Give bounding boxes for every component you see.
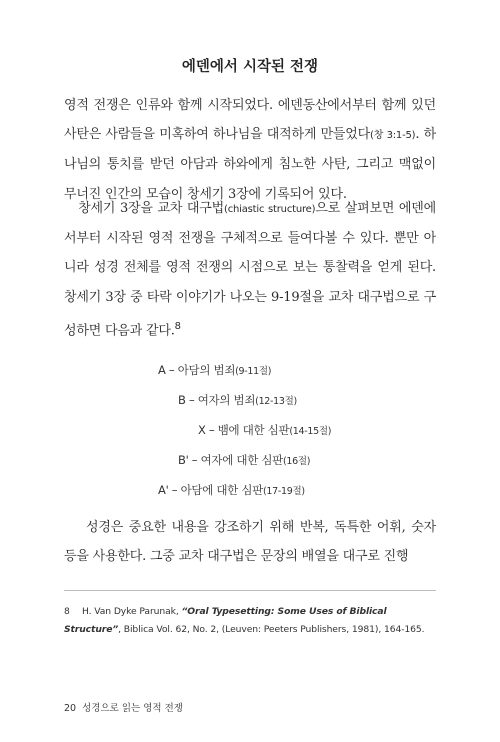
- footnote-number: 8: [64, 606, 70, 617]
- running-book-title: 성경으로 읽는 영적 전쟁: [82, 703, 183, 714]
- footnote-marker: 8: [174, 320, 181, 332]
- section-heading: 에덴에서 시작된 전쟁: [181, 59, 319, 75]
- paragraph-2-text-cont: 으로 살펴보면 에덴에서부터 시작된 영적 전쟁을 구체적으로 들여다볼 수 있다. 뿐만 아니라 성경 전체를 영적 전쟁의 시점으로 보는 통찰력을 얻게 된다. 창세기 3장 중 타락 이야기가 나오는 9-19절을 교차 대구법으로 구성하면 다음과 같다.: [64, 201, 436, 339]
- body-paragraph-2: [64, 194, 436, 345]
- footnote: [64, 603, 436, 639]
- footnote-divider: [64, 590, 436, 591]
- footnote-publication: , Biblica Vol. 62, No. 2, (Leuven: Peeters Publishers, 1981), 164-165.: [118, 624, 425, 635]
- chiasm-line-b: [178, 392, 297, 408]
- english-term: (chiastic structure): [224, 204, 316, 215]
- chiasm-verse-ref: (16절): [283, 456, 311, 467]
- paragraph-2-text: 창세기 3장을 교차 대구법: [78, 201, 225, 216]
- chiasm-verse-ref: (17-19절): [262, 486, 305, 497]
- paragraph-1-text: 영적 전쟁은 인류와 함께 시작되었다. 에덴동산에서부터 함께 있던 사탄은 사람들을 미혹하여 하나님을 대적하게 만들었다: [64, 98, 436, 143]
- body-paragraph-1: [64, 91, 436, 209]
- chiasm-label: A – 아담의 범죄: [158, 363, 236, 377]
- footnote-article-title: “Oral Typesetting: Some Uses of Biblical Structure”: [64, 606, 387, 635]
- footnote-author: H. Van Dyke Parunak,: [82, 606, 182, 617]
- page-number: 20: [64, 703, 77, 714]
- chiasm-line-a: [158, 362, 271, 378]
- paragraph-1-text-cont: . 하나님의 통치를 받던 아담과 하와에게 침노한 사탄, 그리고 맥없이 무너진 인간의 모습이 창세기 3장에 기록되어 있다.: [64, 127, 436, 202]
- chiasm-label: X – 뱀에 대한 심판: [198, 423, 290, 437]
- chiasm-verse-ref: (14-15절): [289, 426, 332, 437]
- chiasm-line-x: [198, 422, 331, 438]
- chiasm-line-b-prime: [178, 452, 310, 468]
- chiasm-label: B – 여자의 범죄: [178, 393, 256, 407]
- scripture-reference: (창 3:1-5): [370, 130, 416, 142]
- chiasm-verse-ref: (12-13절): [255, 396, 297, 407]
- chiasm-verse-ref: (9-11절): [235, 366, 272, 377]
- chiasm-label: A' – 아담에 대한 심판: [158, 483, 263, 497]
- body-paragraph-3: 성경은 중요한 내용을 강조하기 위해 반복, 독특한 어휘, 숫자 등을 사용한다. 그중 교차 대구법은 문장의 배열을 대구로 진행: [64, 520, 436, 565]
- page-footer: [64, 700, 183, 714]
- chiasm-label: B' – 여자에 대한 심판: [178, 453, 283, 467]
- chiasm-line-a-prime: [158, 482, 305, 498]
